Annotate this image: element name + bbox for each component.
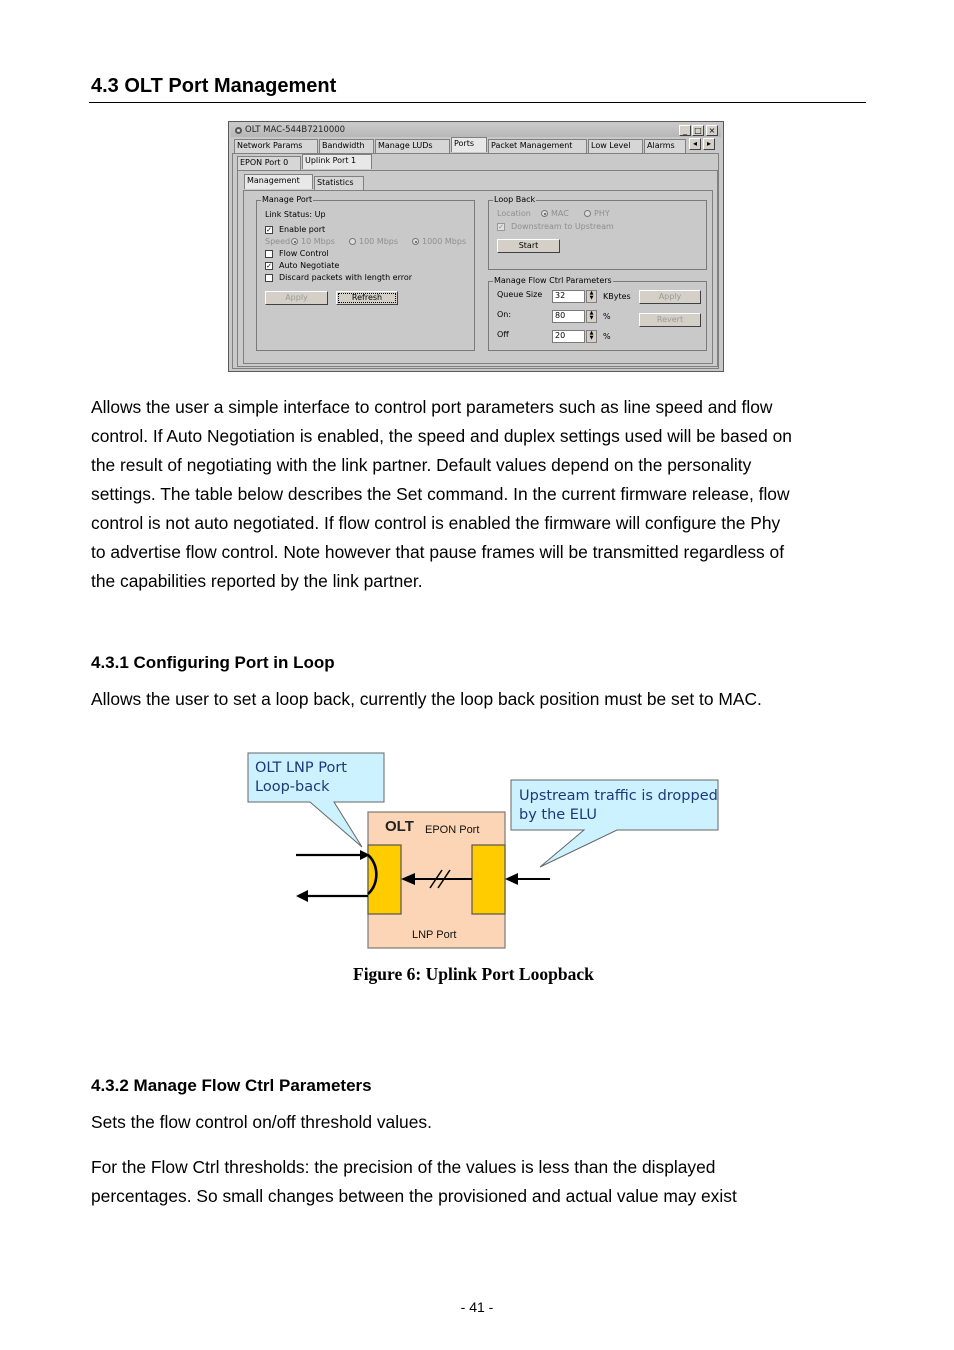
- intro-line: control. If Auto Negotiation is enabled, the speed and duplex settings used will be based on: [91, 426, 792, 446]
- on-label: On:: [497, 310, 512, 319]
- uplink-loopback-figure: [240, 745, 730, 995]
- tab-packet-management[interactable]: Packet Management: [488, 139, 587, 153]
- window-title: OLT MAC-544B7210000: [245, 125, 346, 135]
- location-mac-label: MAC: [551, 209, 569, 218]
- off-percent: %: [603, 332, 611, 341]
- tab-epon-port-0[interactable]: EPON Port 0: [237, 156, 301, 170]
- subsection-heading-431: 4.3.1 Configuring Port in Loop: [91, 653, 335, 672]
- loop-back-group: [488, 195, 707, 270]
- text2-line: percentages. So small changes between the provisioned and actual value may exist: [91, 1186, 737, 1206]
- subsection-heading-432: 4.3.2 Manage Flow Ctrl Parameters: [91, 1076, 372, 1095]
- queue-size-label: Queue Size: [497, 290, 543, 299]
- speed-10-label: 10 Mbps: [301, 237, 335, 246]
- subsection-432-text2: [91, 1153, 871, 1211]
- intro-line: the result of negotiating with the link partner. Default values depend on the personality: [91, 455, 752, 475]
- figure-caption: Figure 6: Uplink Port Loopback: [353, 964, 594, 984]
- downstream-label: Downstream to Upstream: [511, 222, 614, 231]
- downstream-checkbox[interactable]: ✓: [498, 223, 504, 231]
- off-threshold-spinner[interactable]: ▲ ▼: [586, 330, 597, 343]
- flow-ctrl-revert-button[interactable]: Revert: [639, 313, 701, 327]
- tab-alarms[interactable]: Alarms: [644, 139, 686, 153]
- intro-line: control is not auto negotiated. If flow control is enabled the firmware will configure the Phy: [91, 513, 781, 533]
- speed-label: Speed: [265, 237, 291, 246]
- olt-port-window: [228, 121, 724, 372]
- tab-network-params[interactable]: Network Params: [234, 139, 318, 153]
- auto-negotiate-label: Auto Negotiate: [279, 261, 340, 270]
- on-threshold-input[interactable]: 80: [552, 310, 585, 323]
- management-panel: [243, 190, 713, 364]
- minimize-icon[interactable]: _: [679, 125, 691, 136]
- tab-bandwidth[interactable]: Bandwidth: [319, 139, 374, 153]
- close-icon[interactable]: ×: [706, 125, 718, 136]
- callout-left-line-2: Loop-back: [255, 779, 330, 795]
- lnp-port-label: LNP Port: [412, 929, 457, 941]
- tab-low-level[interactable]: Low Level: [588, 139, 643, 153]
- on-percent: %: [603, 312, 611, 321]
- intro-line: Allows the user a simple interface to control port parameters such as line speed and flow: [91, 397, 773, 417]
- speed-1000-radio[interactable]: [412, 238, 419, 245]
- manage-port-apply-button[interactable]: Apply: [265, 291, 328, 305]
- off-threshold-input[interactable]: 20: [552, 330, 585, 343]
- location-phy-radio[interactable]: [584, 210, 591, 217]
- refresh-button[interactable]: Refresh: [336, 291, 398, 305]
- tab-scroll-left-icon[interactable]: ◂: [689, 138, 701, 150]
- speed-10-radio[interactable]: [291, 238, 298, 245]
- subsection-432-text1: Sets the flow control on/off threshold values.: [91, 1112, 432, 1132]
- speed-100-label: 100 Mbps: [359, 237, 399, 246]
- link-status: Link Status: Up: [265, 210, 326, 219]
- intro-paragraph: [91, 393, 871, 596]
- egress-arrowhead: [296, 890, 308, 902]
- intro-line: to advertise flow control. Note however that pause frames will be transmitted regardless of: [91, 542, 785, 562]
- text2-line: For the Flow Ctrl thresholds: the precision of the values is less than the displayed: [91, 1157, 716, 1177]
- title-bar: [231, 124, 721, 137]
- manage-port-label: Manage Port: [262, 195, 313, 204]
- epon-port-label: EPON Port: [425, 824, 480, 836]
- maximize-icon[interactable]: □: [692, 125, 704, 136]
- uplink-panel: [237, 170, 718, 367]
- flow-ctrl-apply-button[interactable]: Apply: [639, 290, 701, 304]
- enable-port-checkbox[interactable]: ✓: [266, 226, 272, 234]
- queue-unit: KBytes: [603, 292, 631, 301]
- tab-uplink-port-1[interactable]: Uplink Port 1: [302, 154, 372, 169]
- callout-left-line-1: OLT LNP Port: [255, 760, 347, 776]
- loop-back-label: Loop Back: [494, 195, 536, 204]
- epon-ingress-arrowhead: [505, 873, 518, 885]
- lnp-port-block: [368, 845, 401, 914]
- heading-rule: [89, 102, 866, 103]
- discard-label: Discard packets with length error: [279, 273, 413, 282]
- callout-right-line-2: by the ELU: [519, 807, 597, 823]
- callout-right-line-1: Upstream traffic is dropped: [519, 788, 718, 804]
- tab-manage-luds[interactable]: Manage LUDs: [375, 139, 450, 153]
- tab-statistics[interactable]: Statistics: [314, 176, 364, 190]
- location-mac-radio[interactable]: [541, 210, 548, 217]
- flow-ctrl-group: [488, 276, 707, 351]
- section-heading: 4.3 OLT Port Management: [91, 75, 337, 97]
- queue-size-input[interactable]: 32: [552, 290, 585, 303]
- epon-port-block: [472, 845, 505, 914]
- loopback-start-button[interactable]: Start: [497, 239, 560, 253]
- olt-label: OLT: [385, 818, 414, 835]
- enable-port-label: Enable port: [279, 225, 326, 234]
- location-phy-label: PHY: [594, 209, 610, 218]
- flow-ctrl-label: Manage Flow Ctrl Parameters: [494, 276, 612, 285]
- tab-scroll-right-icon[interactable]: ▸: [703, 138, 715, 150]
- flow-control-label: Flow Control: [279, 249, 329, 258]
- speed-100-radio[interactable]: [349, 238, 356, 245]
- intro-line: the capabilities reported by the link partner.: [91, 571, 423, 591]
- ports-panel: [232, 153, 719, 369]
- app-icon: [234, 126, 243, 135]
- off-label: Off: [497, 330, 509, 339]
- discard-checkbox[interactable]: [265, 274, 273, 282]
- queue-size-spinner[interactable]: ▲ ▼: [586, 290, 597, 303]
- subsection-431-text: Allows the user to set a loop back, currently the loop back position must be set to MAC.: [91, 689, 762, 709]
- tab-ports[interactable]: Ports: [451, 137, 487, 152]
- location-label: Location: [497, 209, 531, 218]
- on-threshold-spinner[interactable]: ▲ ▼: [586, 310, 597, 323]
- auto-negotiate-checkbox[interactable]: ✓: [266, 262, 272, 270]
- intro-line: settings. The table below describes the Set command. In the current firmware release, flow: [91, 484, 790, 504]
- page-number: - 41 -: [460, 1299, 494, 1315]
- flow-control-checkbox[interactable]: [265, 250, 273, 258]
- tab-management[interactable]: Management: [244, 174, 313, 189]
- speed-1000-label: 1000 Mbps: [422, 237, 467, 246]
- manage-port-group: [256, 195, 475, 351]
